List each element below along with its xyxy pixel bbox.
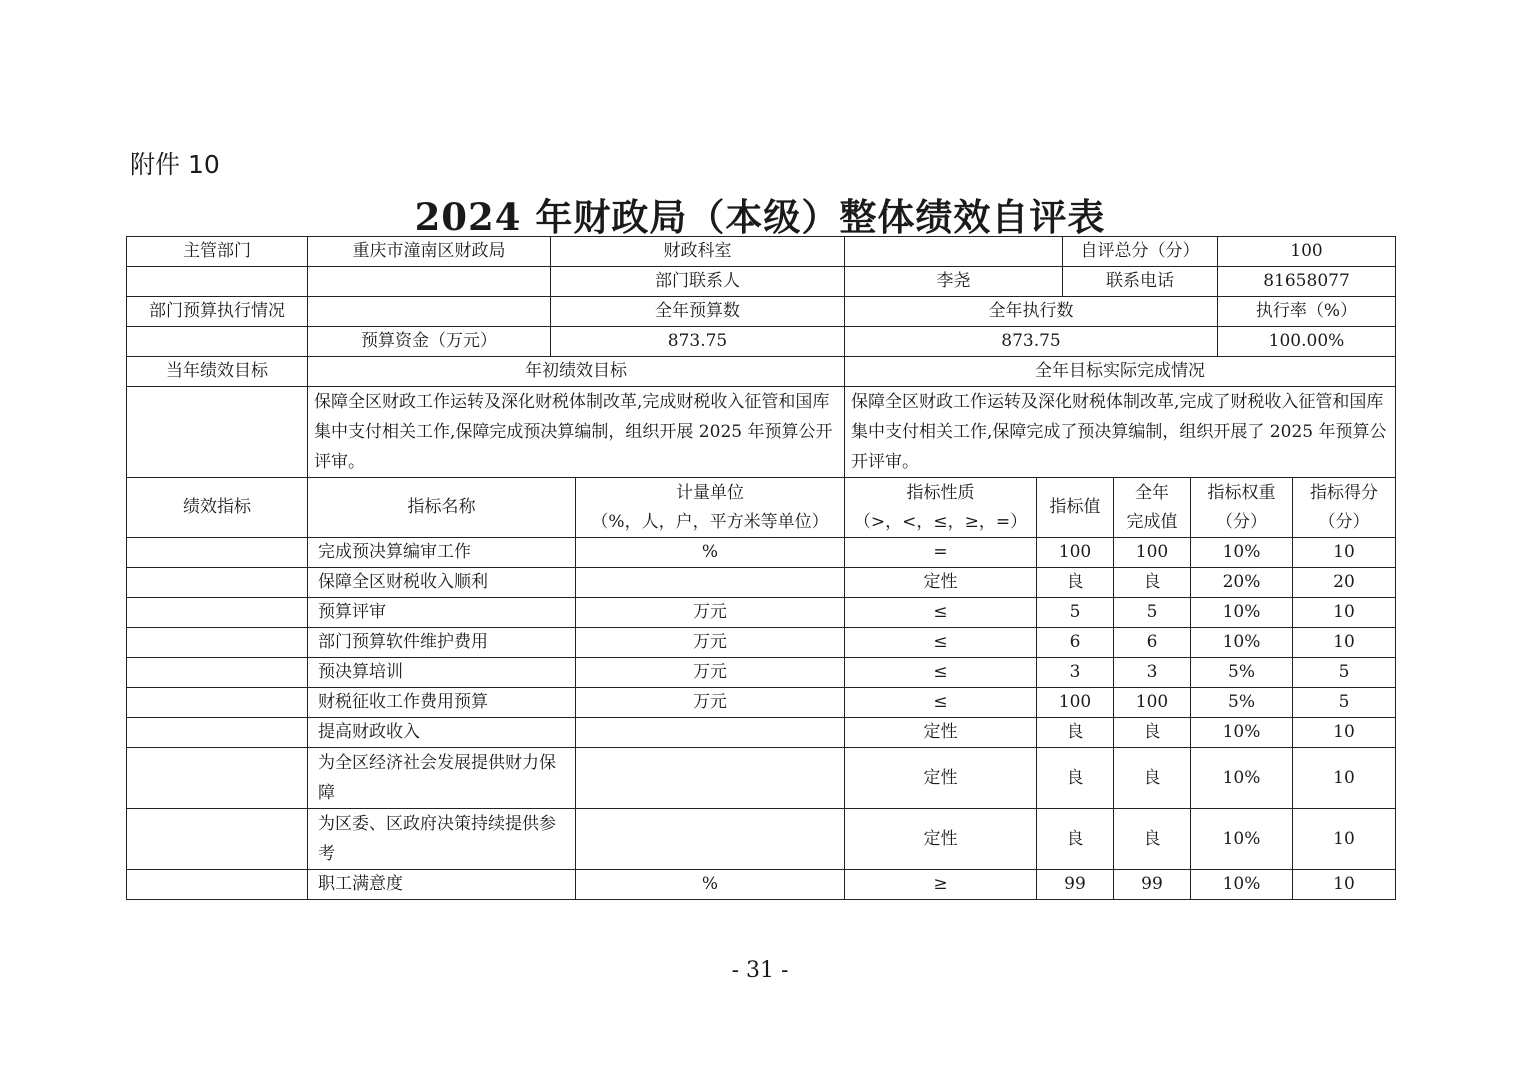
cell: 定性: [845, 568, 1037, 598]
cell: 良: [1037, 568, 1114, 598]
cell: 99: [1114, 870, 1191, 900]
summary-row-goal-text: [127, 387, 1396, 478]
table-row: [127, 718, 1396, 748]
table-row: [127, 598, 1396, 628]
cell: 万元: [576, 658, 845, 688]
cell: 预算评审: [308, 598, 576, 628]
cell: 100: [1114, 538, 1191, 568]
cell: 良: [1114, 748, 1191, 809]
cell: 99: [1037, 870, 1114, 900]
cell: 10: [1293, 809, 1396, 870]
cell-line: 计量单位: [676, 482, 744, 503]
cell-line: （分）: [1216, 511, 1267, 532]
cell: 良: [1037, 718, 1114, 748]
table-row: [127, 688, 1396, 718]
table-row: [127, 538, 1396, 568]
indicator-table: [126, 477, 1396, 900]
cell: 重庆市潼南区财政局: [308, 237, 551, 267]
cell: 万元: [576, 688, 845, 718]
cell: [127, 538, 308, 568]
cell-line: 完成值: [1126, 511, 1178, 532]
cell: 李尧: [845, 267, 1063, 297]
cell: 自评总分（分）: [1063, 237, 1218, 267]
cell: 5: [1114, 598, 1191, 628]
cell: 20: [1293, 568, 1396, 598]
cell: 5: [1293, 658, 1396, 688]
cell: 指标名称: [308, 478, 576, 538]
summary-row-contact: [127, 267, 1396, 297]
cell: 100: [1037, 688, 1114, 718]
cell: 6: [1037, 628, 1114, 658]
cell: 10%: [1191, 809, 1293, 870]
table-row: [127, 628, 1396, 658]
cell: 10: [1293, 598, 1396, 628]
cell: 10: [1293, 748, 1396, 809]
cell: ≤: [845, 658, 1037, 688]
cell: %: [576, 538, 845, 568]
cell: 5%: [1191, 658, 1293, 688]
cell: 部门联系人: [551, 267, 845, 297]
cell: [1114, 478, 1191, 538]
cell: 财税征收工作费用预算: [308, 688, 576, 718]
cell: [308, 297, 551, 327]
summary-row-goal-head: [127, 357, 1396, 387]
cell: 20%: [1191, 568, 1293, 598]
cell: [127, 658, 308, 688]
cell: 绩效指标: [127, 478, 308, 538]
cell: 5%: [1191, 688, 1293, 718]
cell: [127, 870, 308, 900]
cell: 10%: [1191, 748, 1293, 809]
cell: 873.75: [551, 327, 845, 357]
cell: 良: [1114, 809, 1191, 870]
cell: 执行率（%）: [1218, 297, 1396, 327]
cell: 100.00%: [1218, 327, 1396, 357]
cell: 良: [1037, 748, 1114, 809]
actual-completion-text: 保障全区财政工作运转及深化财税体制改革,完成了财税收入征管和国库集中支付相关工作,保障完成了预决算编制，组织开展了 2025 年预算公开评审。: [845, 387, 1396, 478]
cell: 5: [1293, 688, 1396, 718]
cell: 为区委、区政府决策持续提供参考: [308, 809, 576, 870]
cell: [127, 809, 308, 870]
cell: 10%: [1191, 538, 1293, 568]
cell: 全年目标实际完成情况: [845, 357, 1396, 387]
initial-goal-text: 保障全区财政工作运转及深化财税体制改革,完成财税收入征管和国库集中支付相关工作,保障完成预决算编制，组织开展 2025 年预算公开评审。: [308, 387, 845, 478]
cell-line: （%，人，户，平方米等单位）: [591, 511, 829, 532]
cell-line: 全年: [1135, 482, 1169, 503]
indicator-header-row: [127, 478, 1396, 538]
cell: 10: [1293, 870, 1396, 900]
cell: 全年预算数: [551, 297, 845, 327]
cell: 部门预算软件维护费用: [308, 628, 576, 658]
cell: [308, 267, 551, 297]
cell: 预算资金（万元）: [308, 327, 551, 357]
cell: 81658077: [1218, 267, 1396, 297]
cell: [127, 598, 308, 628]
cell: 部门预算执行情况: [127, 297, 308, 327]
cell: 100: [1218, 237, 1396, 267]
cell: 当年绩效目标: [127, 357, 308, 387]
cell: 万元: [576, 598, 845, 628]
cell: 良: [1114, 568, 1191, 598]
cell: [127, 387, 308, 478]
cell: 873.75: [845, 327, 1218, 357]
cell: [576, 478, 845, 538]
cell: 万元: [576, 628, 845, 658]
page-number: - 31 -: [731, 958, 789, 983]
cell: [1293, 478, 1396, 538]
cell: =: [845, 538, 1037, 568]
cell: 100: [1114, 688, 1191, 718]
cell: [127, 748, 308, 809]
page-title: 2024 年财政局（本级）整体绩效自评表: [414, 195, 1106, 239]
cell: [845, 237, 1063, 267]
cell: 10%: [1191, 628, 1293, 658]
cell: 10%: [1191, 718, 1293, 748]
cell: [127, 718, 308, 748]
cell: %: [576, 870, 845, 900]
table-row: [127, 809, 1396, 870]
cell: 10%: [1191, 598, 1293, 628]
cell: 联系电话: [1063, 267, 1218, 297]
cell: [127, 568, 308, 598]
cell: ≤: [845, 628, 1037, 658]
cell: 提高财政收入: [308, 718, 576, 748]
cell: 保障全区财税收入顺利: [308, 568, 576, 598]
cell: 10: [1293, 628, 1396, 658]
cell: 良: [1037, 809, 1114, 870]
cell: ≤: [845, 598, 1037, 628]
cell: 完成预决算编审工作: [308, 538, 576, 568]
cell: 全年执行数: [845, 297, 1218, 327]
cell-line: 指标性质: [906, 482, 975, 503]
cell: 定性: [845, 718, 1037, 748]
cell: 3: [1037, 658, 1114, 688]
cell-line: 指标权重: [1207, 482, 1276, 503]
cell: [576, 568, 845, 598]
cell: 年初绩效目标: [308, 357, 845, 387]
cell-line: 指标得分: [1310, 482, 1378, 503]
cell: [1191, 478, 1293, 538]
cell: 6: [1114, 628, 1191, 658]
cell: 5: [1037, 598, 1114, 628]
cell-line: （分）: [1318, 511, 1370, 532]
cell: 良: [1114, 718, 1191, 748]
table-row: [127, 658, 1396, 688]
table-row: [127, 568, 1396, 598]
summary-table: [126, 236, 1396, 478]
cell: [127, 267, 308, 297]
cell: ≥: [845, 870, 1037, 900]
cell-line: （>，<，≤，≥，=）: [853, 511, 1028, 532]
cell: 10: [1293, 718, 1396, 748]
cell: [127, 327, 308, 357]
cell: 指标值: [1037, 478, 1114, 538]
cell: [127, 628, 308, 658]
cell: [845, 478, 1037, 538]
cell: [576, 809, 845, 870]
cell: 定性: [845, 748, 1037, 809]
cell: [127, 688, 308, 718]
cell: 10: [1293, 538, 1396, 568]
summary-row-budget-head: [127, 297, 1396, 327]
cell: 财政科室: [551, 237, 845, 267]
cell: [576, 718, 845, 748]
summary-row-budget-values: [127, 327, 1396, 357]
cell: 预决算培训: [308, 658, 576, 688]
cell: [576, 748, 845, 809]
cell: 定性: [845, 809, 1037, 870]
cell: 为全区经济社会发展提供财力保障: [308, 748, 576, 809]
cell: 10%: [1191, 870, 1293, 900]
cell: ≤: [845, 688, 1037, 718]
cell: 职工满意度: [308, 870, 576, 900]
cell: 主管部门: [127, 237, 308, 267]
table-row: [127, 748, 1396, 809]
cell: 100: [1037, 538, 1114, 568]
annex-label: 附件 10: [130, 150, 220, 179]
summary-row-dept: [127, 237, 1396, 267]
table-row: [127, 870, 1396, 900]
cell: 3: [1114, 658, 1191, 688]
